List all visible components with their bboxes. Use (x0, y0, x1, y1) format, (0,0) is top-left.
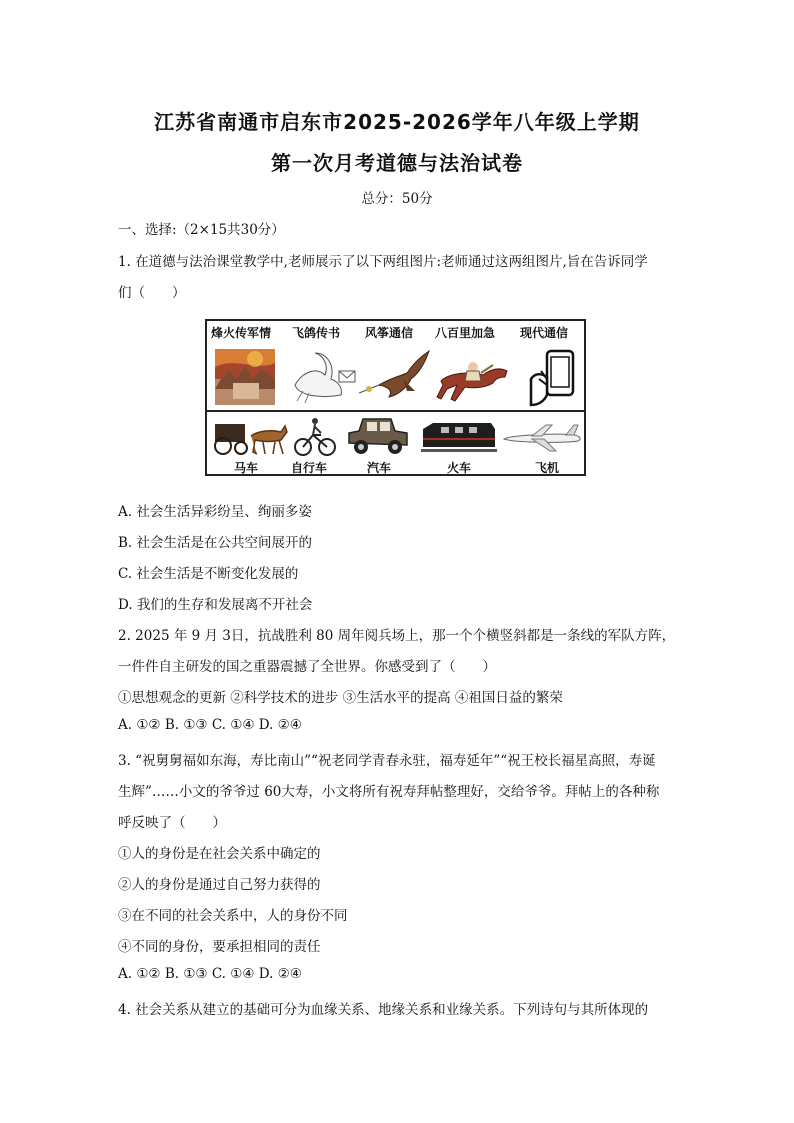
q2-stem-line1: 2. 2025 年 9 月 3日，抗战胜利 80 周年阅兵场上，那一个个横竖斜都是一条线的军队方阵， (118, 628, 676, 644)
q2-stem-line2: 一件件自主研发的国之重器震撼了全世界。你感受到了（ ） (118, 659, 496, 675)
beacon-tower-image (215, 349, 275, 405)
q1-option-a: A. 社会生活异彩纷呈、绚丽多姿 (118, 504, 312, 520)
caption-pigeon: 飞鸽传书 (292, 326, 341, 340)
q2-items: ①思想观念的更新 ②科学技术的进步 ③生活水平的提高 ④祖国日益的繁荣 (118, 690, 563, 706)
airplane-image (502, 421, 584, 453)
caption-modern-comm: 现代通信 (520, 326, 569, 340)
carriage-image (211, 418, 289, 456)
q1-option-d: D. 我们的生存和发展离不开社会 (118, 597, 313, 613)
q3-item-3: ③在不同的社会关系中，人的身份不同 (118, 908, 348, 924)
q4-stem-line1: 4. 社会关系从建立的基础可分为血缘关系、地缘关系和业缘关系。下列诗句与其所体现的 (118, 1002, 649, 1018)
q3-stem-line2: 生辉”……小文的爷爷过 60大寿，小文将所有祝寿拜帖整理好，交给爷爷。拜帖上的各种称 (118, 784, 660, 800)
q3-item-4: ④不同的身份，要承担相同的责任 (118, 939, 321, 955)
exam-title-line1: 江苏省南通市启东市2025-2026学年八年级上学期 (154, 110, 640, 134)
q3-item-1: ①人的身份是在社会关系中确定的 (118, 846, 321, 862)
q3-stem-line3: 呼反映了（ ） (118, 815, 226, 831)
express-horse-image (435, 355, 513, 405)
caption-bicycle: 自行车 (291, 461, 328, 475)
caption-airplane: 飞机 (535, 461, 560, 475)
caption-kite: 风筝通信 (365, 326, 414, 340)
q3-item-2: ②人的身份是通过自己努力获得的 (118, 877, 321, 893)
caption-train: 火车 (447, 461, 472, 475)
bicycle-image (293, 417, 337, 457)
exam-title-line2: 第一次月考道德与法治试卷 (271, 151, 523, 175)
caption-express-horse: 八百里加急 (435, 326, 496, 340)
caption-beacon: 烽火传军情 (211, 326, 272, 340)
q1-option-b: B. 社会生活是在公共空间展开的 (118, 535, 313, 551)
kite-bird-image (359, 349, 431, 405)
q3-answer-options: A. ①② B. ①③ C. ①④ D. ②④ (118, 966, 302, 982)
caption-car: 汽车 (367, 461, 392, 475)
section-heading: 一、选择:（2×15共30分） (118, 222, 285, 238)
total-score: 总分：50分 (361, 191, 433, 207)
q2-answer-options: A. ①② B. ①③ C. ①④ D. ②④ (118, 717, 302, 733)
q1-stem-line2: 们（ ） (118, 285, 186, 301)
communication-transport-figure (205, 319, 586, 476)
q3-stem-line1: 3. “祝舅舅福如东海，寿比南山”“祝老同学青春永驻，福寿延年”“祝王校长福星高照，寿诞 (118, 753, 656, 769)
q1-option-c: C. 社会生活是不断变化发展的 (118, 566, 299, 582)
figure-divider (207, 410, 584, 412)
pigeon-letter-image (289, 351, 357, 405)
phone-hand-image (527, 349, 579, 407)
q1-stem-line1: 1. 在道德与法治课堂教学中,老师展示了以下两组图片:老师通过这两组图片,旨在告诉同学 (118, 254, 648, 270)
caption-carriage: 马车 (234, 461, 259, 475)
vintage-car-image (345, 417, 411, 457)
train-image (421, 417, 497, 457)
